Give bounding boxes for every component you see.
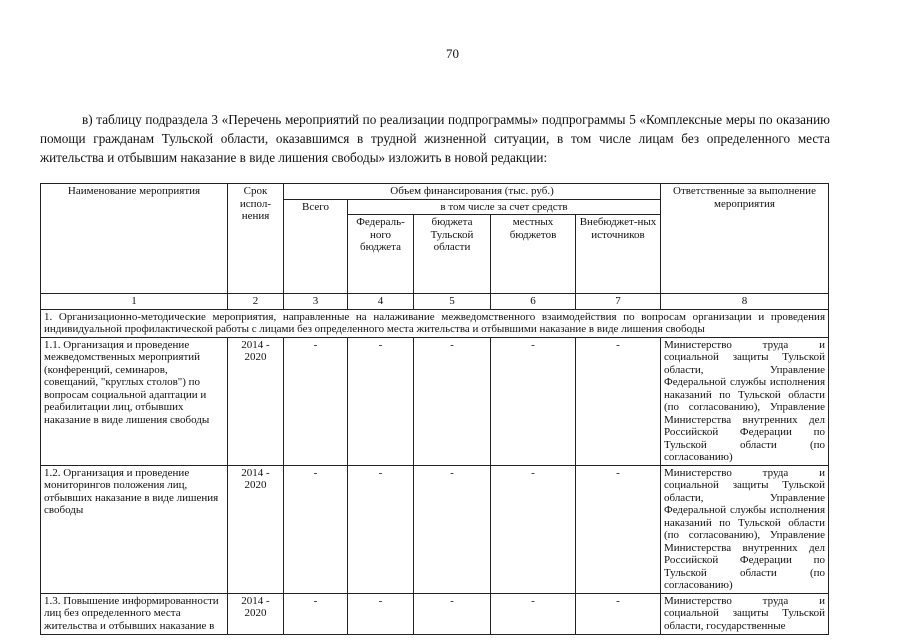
section-title: 1. Организационно-методические мероприятия, направленные на налаживание межведомственного взаимодействия по вопросам организации и проведения индивидуальной профилактической работы с лицами без определенного места жительства и отбывшими наказание в виде лишения свободы	[41, 309, 829, 337]
page-number: 70	[446, 46, 459, 61]
value-total: -	[284, 465, 348, 593]
column-number: 3	[284, 294, 348, 310]
value-local: -	[491, 337, 576, 465]
value-regional: -	[414, 593, 491, 634]
column-number: 7	[576, 294, 661, 310]
measure-responsible: Министерство труда и социальной защиты Тульской области, Управление Федеральной службы исполнения наказаний по Тульской области (по согласованию), Управление Министерства внутренних дел Российской Федерации по Тульской области (по согласованию)	[661, 337, 829, 465]
header-local: местных бюджетов	[491, 215, 576, 294]
value-regional: -	[414, 337, 491, 465]
value-extra: -	[576, 337, 661, 465]
header-regional: бюджета Тульской области	[414, 215, 491, 294]
table-row	[41, 465, 829, 593]
measure-responsible: Министерство труда и социальной защиты Тульской области, Управление Федеральной службы исполнения наказаний по Тульской области (по согласованию), Управление Министерства внутренних дел Российской Федерации по Тульской области (по согласованию)	[661, 465, 829, 593]
header-name: Наименование мероприятия	[41, 184, 228, 294]
measure-term: 2014 - 2020	[228, 593, 284, 634]
header-extra: Внебюджет-ных источников	[576, 215, 661, 294]
column-number: 8	[661, 294, 829, 310]
header-total: Всего	[284, 199, 348, 294]
column-numbers-row	[41, 294, 829, 310]
intro-text: в) таблицу подраздела 3 «Перечень мероприятий по реализации подпрограммы» подпрограммы 5 «Комплексные меры по оказанию помощи гражданам Тульской области, оказавшимся в трудной жизненной ситуации, в том числе лицам без определенного места жительства и отбывшим наказание в виде лишения свободы» изложить в новой редакции:	[40, 112, 830, 166]
header-including: в том числе за счет средств	[348, 199, 661, 215]
value-extra: -	[576, 593, 661, 634]
header-term: Срок испол-нения	[228, 184, 284, 294]
column-number: 5	[414, 294, 491, 310]
measure-name: 1.2. Организация и проведение мониторингов положения лиц, отбывших наказание в виде лишения свободы	[41, 465, 228, 593]
measures-table	[40, 183, 829, 635]
intro-paragraph	[40, 110, 830, 167]
measure-name: 1.1. Организация и проведение межведомственных мероприятий (конференций, семинаров, совещаний, "круглых столов") по вопросам социальной адаптации и реабилитации лиц, отбывших наказание в виде лишения свободы	[41, 337, 228, 465]
value-local: -	[491, 465, 576, 593]
measure-term: 2014 - 2020	[228, 465, 284, 593]
column-number: 6	[491, 294, 576, 310]
measure-term: 2014 - 2020	[228, 337, 284, 465]
header-funding: Объем финансирования (тыс. руб.)	[284, 184, 661, 200]
measure-responsible: Министерство труда и социальной защиты Тульской области, государственные	[661, 593, 829, 634]
section-row	[41, 309, 829, 337]
value-total: -	[284, 593, 348, 634]
measure-name: 1.3. Повышение информированности лиц без определенного места жительства и отбывших наказание в	[41, 593, 228, 634]
table-row	[41, 337, 829, 465]
table-row	[41, 593, 829, 634]
column-number: 2	[228, 294, 284, 310]
value-federal: -	[348, 337, 414, 465]
value-federal: -	[348, 593, 414, 634]
value-extra: -	[576, 465, 661, 593]
value-regional: -	[414, 465, 491, 593]
header-responsible: Ответственные за выполнение мероприятия	[661, 184, 829, 294]
value-total: -	[284, 337, 348, 465]
column-number: 4	[348, 294, 414, 310]
header-federal: Федераль-ного бюджета	[348, 215, 414, 294]
value-federal: -	[348, 465, 414, 593]
value-local: -	[491, 593, 576, 634]
column-number: 1	[41, 294, 228, 310]
